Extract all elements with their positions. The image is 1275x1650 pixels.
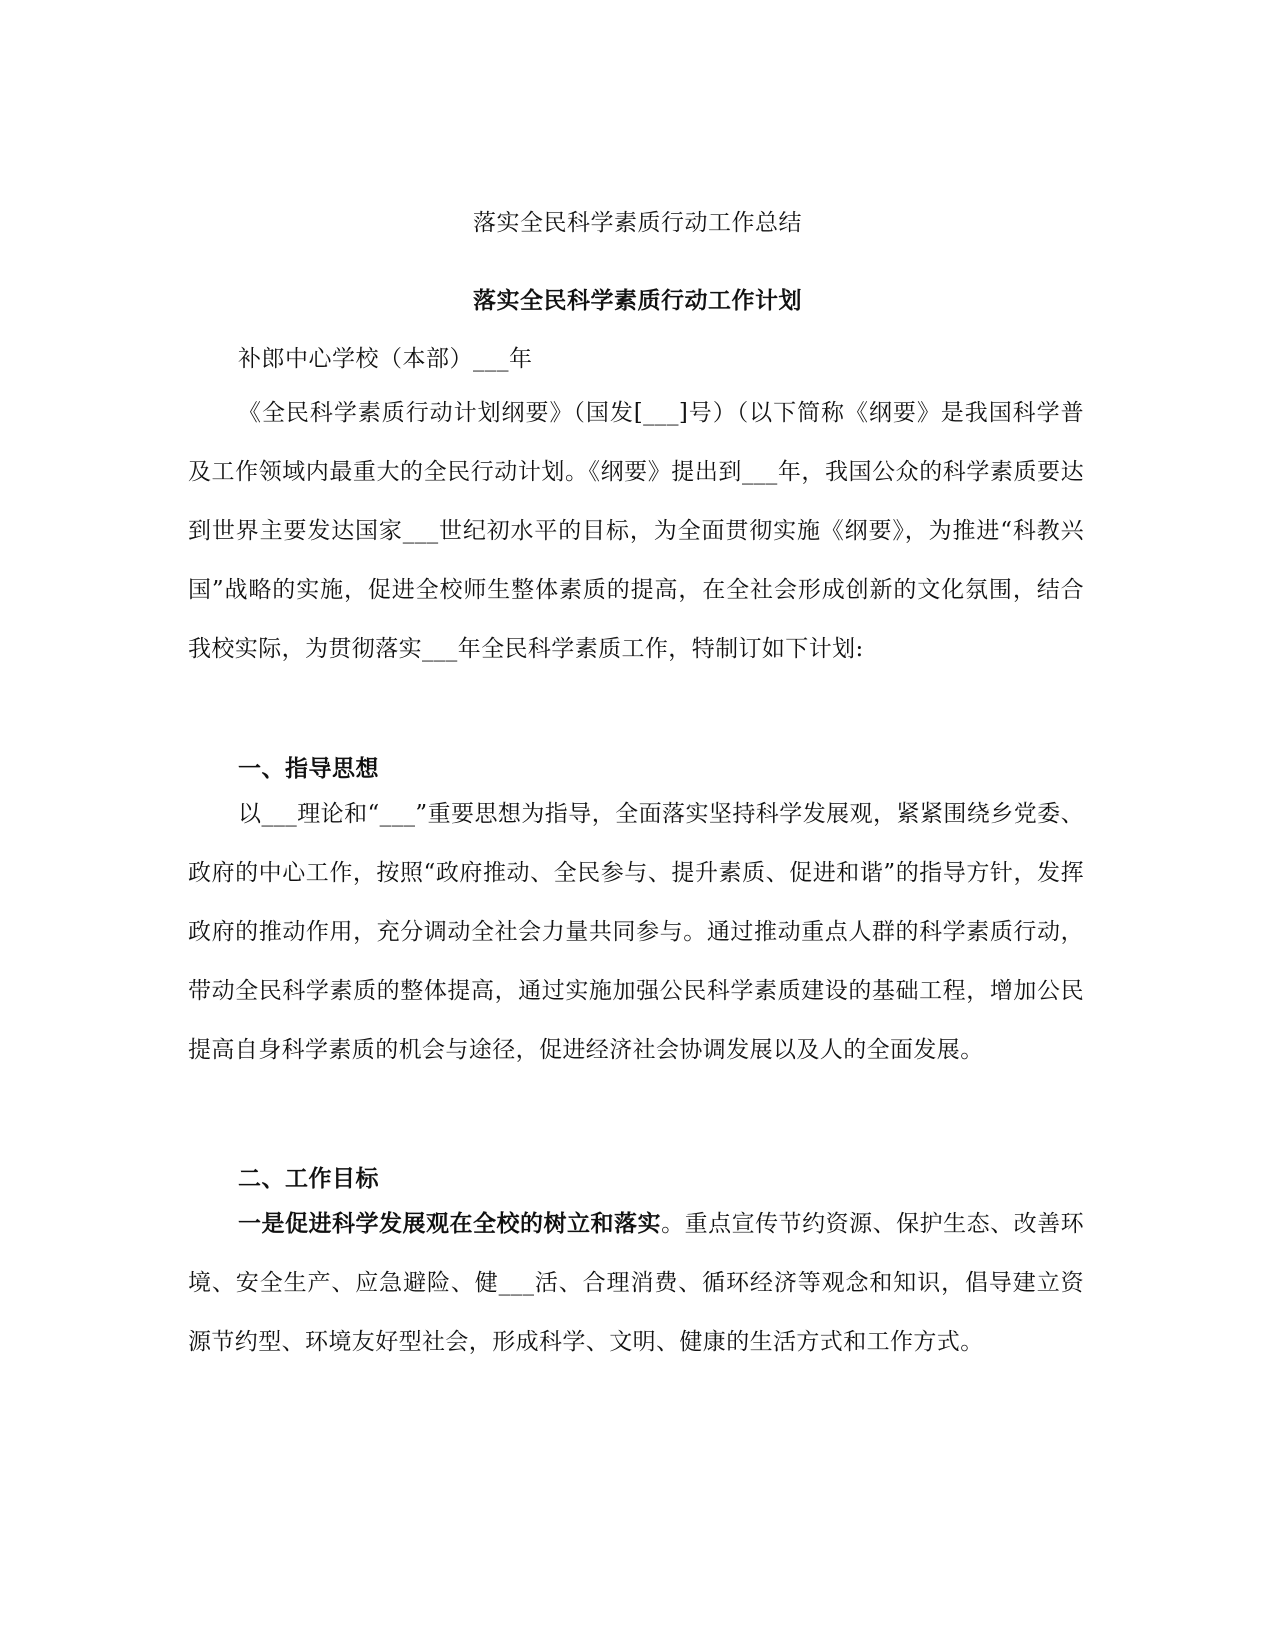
section-heading-work-goals: 二、工作目标	[238, 1165, 379, 1192]
document-subtitle: 落实全民科学素质行动工作计划	[473, 287, 802, 314]
section-heading-guiding-ideology: 一、指导思想	[238, 755, 379, 782]
intro-paragraph: 《全民科学素质行动计划纲要》（国发[___]号）（以下简称《纲要》是我国科学普及工作领域内最重大的全民行动计划。《纲要》提出到___年，我国公众的科学素质要达到世界主要发达国家___世纪初水平的目标，为全面贯彻实施《纲要》，为推进“科教兴国”战略的实施，促进全校师生整体素质的提高，在全社会形成创新的文化氛围，结合我校实际，为贯彻落实___年全民科学素质工作，特制订如下计划:	[188, 400, 1084, 662]
work-goal-1-body: 。重点宣传节约资源、保护生态、改善环境、安全生产、应急避险、健___活、合理消费、循环经济等观念和知识，倡导建立资源节约型、环境友好型社会，形成科学、文明、健康的生活方式和工作方式。	[188, 1211, 1085, 1355]
document-title: 落实全民科学素质行动工作总结	[473, 210, 802, 236]
work-goal-1-lead: 一是促进科学发展观在全校的树立和落实	[238, 1210, 662, 1237]
work-goal-1-paragraph	[188, 1194, 1084, 1372]
school-year-line: 补郎中心学校（本部）___年	[238, 346, 533, 372]
guiding-ideology-paragraph: 以___理论和“___”重要思想为指导，全面落实坚持科学发展观，紧紧围绕乡党委、政府的中心工作，按照“政府推动、全民参与、提升素质、促进和谐”的指导方针，发挥政府的推动作用，充分调动全社会力量共同参与。通过推动重点人群的科学素质行动，带动全民科学素质的整体提高，通过实施加强公民科学素质建设的基础工程，增加公民提高自身科学素质的机会与途径，促进经济社会协调发展以及人的全面发展。	[188, 801, 1084, 1063]
